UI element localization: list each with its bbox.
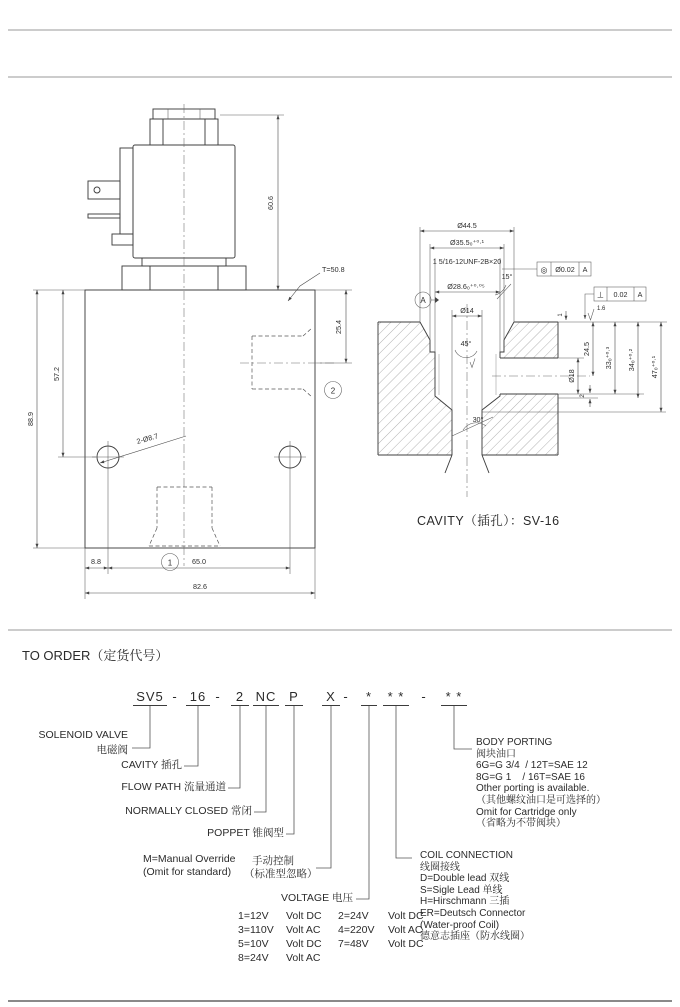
dim-solenoid-height: 60.6 — [266, 196, 275, 210]
dim-port-dia: Ø18 — [567, 369, 576, 383]
angle-30: 30° — [472, 415, 484, 424]
voltage-cell: 4=220V — [338, 924, 375, 936]
voltage-cell: Volt DC — [388, 910, 424, 922]
angle-15: 15° — [501, 272, 513, 281]
porting-row: （其他螺纹油口是可选择的） — [476, 794, 606, 806]
dim-spotface-depth: 1 — [558, 313, 564, 317]
thread-minor-lines — [439, 354, 496, 395]
voltage-cell: Volt DC — [388, 938, 424, 950]
voltage-cell: 2=24V — [338, 910, 369, 922]
datum-a-flag — [415, 292, 439, 308]
perpendicularity-tolerance: 0.02 — [613, 290, 628, 299]
coil-row: 德意志插座（防水线圈） — [420, 931, 530, 943]
body-porting-block — [476, 737, 606, 830]
label-manual-override-en1: M=Manual Override — [143, 853, 236, 865]
label-cavity: CAVITY 插孔 — [121, 759, 182, 771]
code-dash-1: - — [172, 689, 178, 704]
dim-body-height: 88.9 — [26, 412, 35, 426]
dim-hole-offset-top: 57.2 — [52, 367, 61, 381]
cavity-section-view — [378, 221, 667, 497]
voltage-cell: 1=12V — [238, 910, 269, 922]
porting-row: BODY PORTING — [476, 737, 553, 748]
concentricity-symbol: ◎ — [540, 265, 548, 275]
order-heading: TO ORDER（定货代号） — [22, 648, 169, 663]
dim-hole-offset-left: 8.8 — [91, 557, 101, 566]
perpendicularity-symbol: ⊥ — [597, 290, 604, 300]
porting-row: 8G=G 1 / 16T=SAE 16 — [476, 771, 585, 783]
perpendicularity-datum: A — [637, 290, 643, 299]
porting-row: （省略为不带阀块） — [476, 818, 566, 830]
label-manual-override-cn2: （标准型忽略） — [244, 868, 318, 880]
label-manual-override-cn1: 手动控制 — [252, 855, 294, 867]
datum-a-letter: A — [420, 296, 426, 305]
coil-connection-block — [420, 850, 530, 943]
port1-number: 1 — [167, 558, 173, 568]
code-coil-connection: * * — [383, 689, 409, 706]
dim-port2-offset: 25.4 — [334, 320, 343, 334]
port2-hidden-outline — [252, 328, 312, 397]
porting-row: 6G=G 3/4 / 12T=SAE 12 — [476, 760, 588, 772]
dim-body-width: 82.6 — [193, 582, 207, 591]
porting-row: 阀块油口 — [476, 748, 516, 760]
code-dash-2: - — [215, 689, 221, 704]
porting-row: Omit for Cartridge only — [476, 806, 577, 818]
code-voltage: * — [361, 689, 377, 706]
dim-counterbore-dia: Ø35.5₀⁺⁰·¹ — [449, 238, 485, 247]
code-normally-closed: NC — [253, 689, 279, 706]
dim-spotface-dia: Ø44.5 — [457, 221, 477, 230]
code-manual-override: X — [322, 689, 340, 706]
dim-mount-holes: 2-Ø8.7 — [135, 431, 160, 446]
din-connector — [88, 148, 133, 245]
dim-hole-spacing: 65.0 — [192, 557, 206, 566]
concentricity-tolerance: Ø0.02 — [555, 265, 575, 274]
code-cavity: 16 — [186, 689, 210, 706]
coil-row: (Water-proof Coil) — [420, 919, 500, 931]
voltage-cell — [388, 951, 444, 965]
page-borders — [8, 30, 672, 1001]
dim-depth-shoulder: 33₀⁺⁰·³ — [604, 346, 613, 370]
voltage-cell: 5=10V — [238, 938, 269, 950]
concentricity-fcf — [502, 262, 591, 276]
dim-depth-total: 47₀⁺⁰·¹ — [650, 355, 659, 379]
valve-front-view — [26, 104, 352, 599]
voltage-table — [238, 909, 444, 965]
dim-bore-dia: Ø28.6₀⁺⁰·⁰⁵ — [447, 282, 485, 291]
port2-balloon — [325, 382, 342, 399]
label-flow-path: FLOW PATH 流量通道 — [121, 781, 226, 793]
code-flow-path: 2 — [231, 689, 249, 706]
label-manual-override-en2: (Omit for standard) — [143, 866, 232, 878]
cavity-caption: CAVITY（插孔）：SV-16 — [417, 514, 560, 528]
code-body-porting: * * — [441, 689, 467, 706]
dim-thread-callout: 1 5/16-12UNF-2B×20 — [432, 257, 502, 266]
coil-row: H=Hirschmann 三插 — [420, 896, 510, 908]
voltage-cell: 3=110V — [238, 924, 274, 936]
label-voltage: VOLTAGE 电压 — [281, 892, 353, 904]
code-series: SV5 — [133, 689, 167, 706]
port2-number: 2 — [330, 386, 336, 396]
roughness-value: 1.6 — [597, 306, 606, 312]
coil-row: 线圈接线 — [420, 861, 460, 873]
valve-body — [85, 290, 315, 548]
voltage-cell: Volt AC — [388, 924, 423, 936]
dim-depth-step: 34₀⁺⁰·² — [627, 348, 636, 372]
code-dash-4: - — [421, 689, 427, 704]
label-solenoid-valve-cn: 电磁阀 — [96, 744, 128, 756]
coil-row: S=Sigle Lead 单线 — [420, 884, 503, 896]
label-solenoid-valve-en: SOLENOID VALVE — [38, 729, 128, 741]
voltage-cell: Volt AC — [286, 952, 321, 964]
angle-45: 45° — [460, 339, 472, 348]
coil-row: COIL CONNECTION — [420, 850, 513, 861]
dim-hex-flat: T=50.8 — [322, 265, 345, 274]
port1-hidden-outline — [149, 487, 220, 546]
voltage-cell: 7=48V — [338, 938, 369, 950]
coil-row: D=Double lead 双线 — [420, 873, 510, 885]
valve-extension-lines — [33, 115, 352, 599]
code-dash-3: - — [343, 689, 349, 704]
voltage-cell: Volt DC — [286, 938, 322, 950]
coil-row: ER=Deutsch Connector — [420, 907, 526, 919]
dim-depth-port-center: 24.5 — [582, 342, 591, 356]
voltage-cell — [338, 951, 388, 965]
dim-undercut: 2 — [580, 394, 586, 398]
perpendicularity-fcf — [585, 287, 646, 319]
concentricity-datum: A — [582, 265, 588, 274]
label-poppet: POPPET 锥阀型 — [207, 827, 284, 839]
voltage-cell: Volt DC — [286, 910, 322, 922]
voltage-cell: Volt AC — [286, 924, 321, 936]
valve-dimension-lines — [37, 115, 346, 593]
cavity-extension-lines — [420, 227, 667, 412]
label-normally-closed: NORMALLY CLOSED 常闭 — [125, 805, 252, 817]
mounting-holes — [92, 441, 306, 574]
voltage-cell: 8=24V — [238, 952, 269, 964]
dim-pilot-dia: Ø14 — [460, 306, 474, 315]
code-poppet: P — [285, 689, 303, 706]
porting-row: Other porting is available. — [476, 783, 590, 795]
